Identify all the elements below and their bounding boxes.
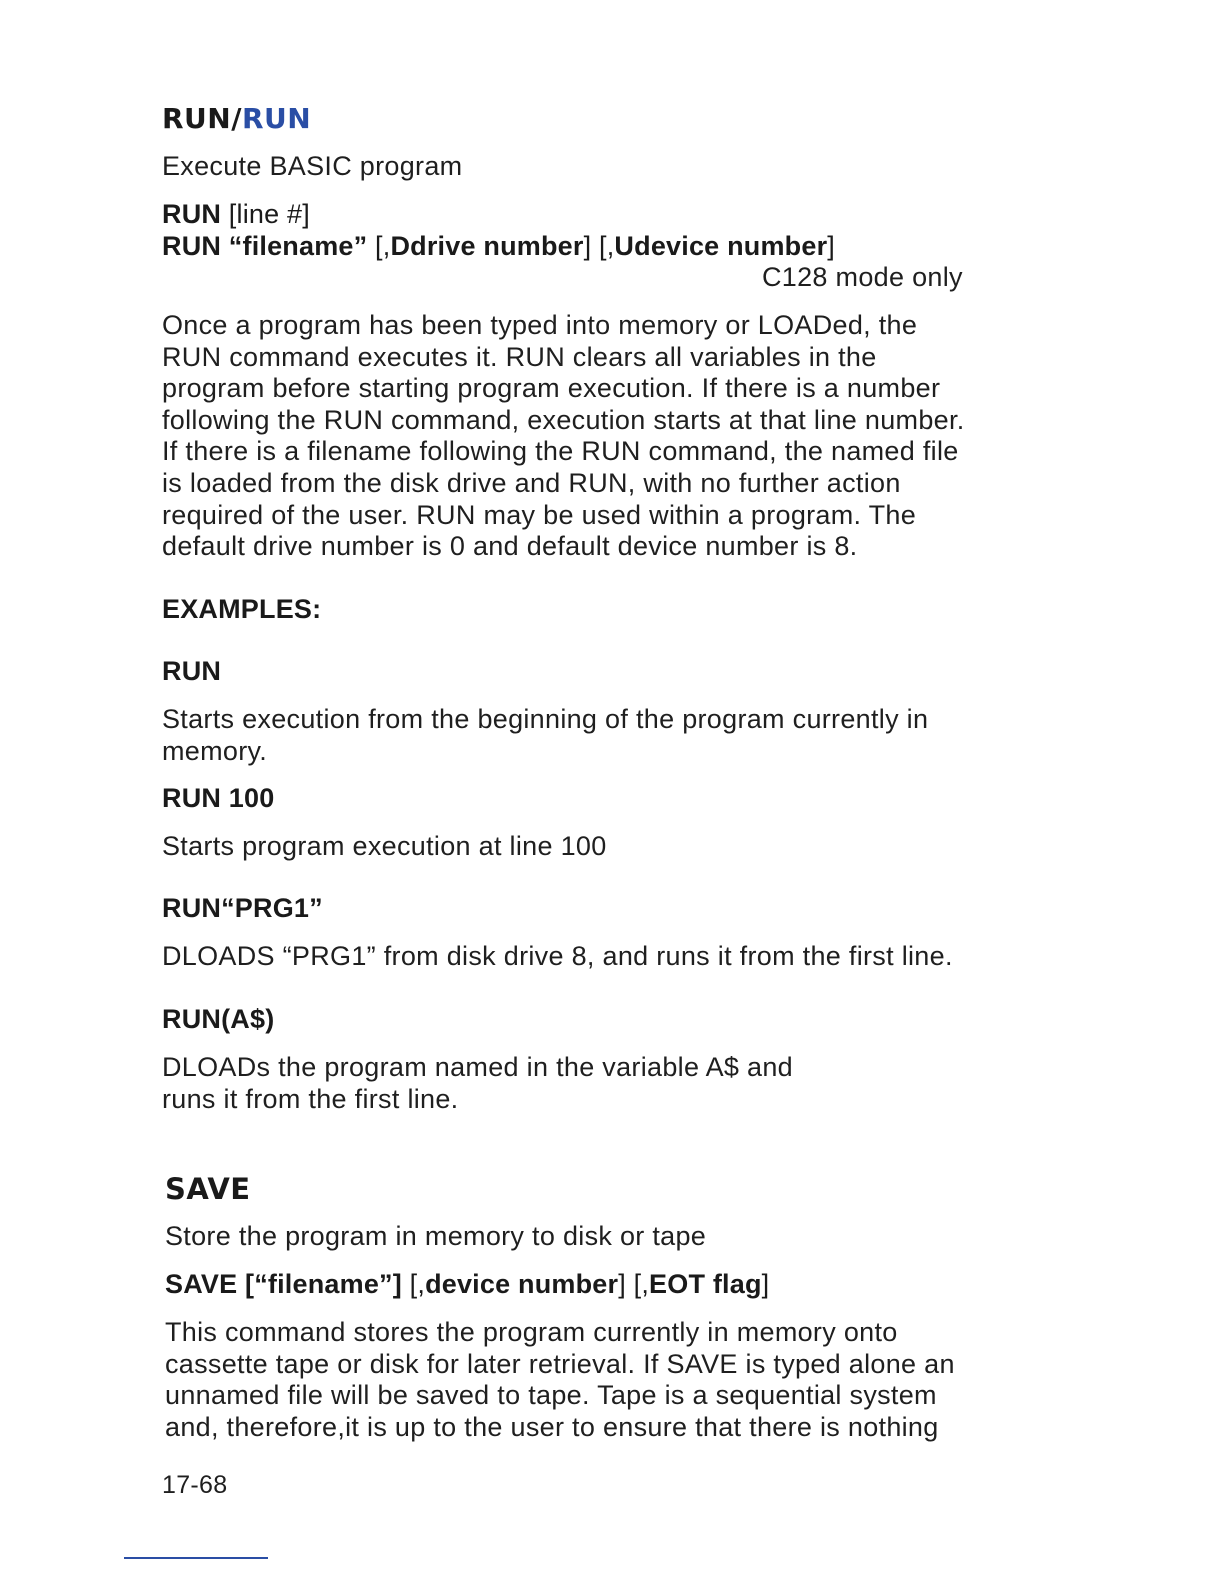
run-syntax-2-device: Udevice number xyxy=(614,231,828,261)
run-heading xyxy=(162,102,311,135)
paragraph-line: unnamed file will be saved to tape. Tape is a sequential system xyxy=(165,1380,937,1411)
paragraph-line: required of the user. RUN may be used within a program. The xyxy=(162,499,917,530)
run-syntax-1 xyxy=(162,199,310,230)
save-syntax xyxy=(165,1269,769,1300)
save-syntax-bracket: ] [, xyxy=(618,1269,650,1299)
paragraph-line: is loaded from the disk drive and RUN, with no further action xyxy=(162,467,901,498)
save-syntax-device: device number xyxy=(425,1269,619,1299)
paragraph-line: cassette tape or disk for later retrieval. If SAVE is typed alone an xyxy=(165,1348,955,1379)
paragraph-line: memory. xyxy=(162,735,268,766)
run-syntax-2-keyword: RUN “filename” xyxy=(162,231,368,261)
run-heading-c64: RUN/ xyxy=(162,102,242,135)
save-syntax-bracket: [, xyxy=(401,1269,426,1299)
paragraph-line: following the RUN command, execution starts at that line number. xyxy=(162,404,965,435)
paragraph-line: and, therefore,it is up to the user to ensure that there is nothing xyxy=(165,1411,939,1442)
save-subtitle: Store the program in memory to disk or tape xyxy=(165,1221,707,1251)
example-description xyxy=(162,941,953,973)
paragraph-line: RUN command executes it. RUN clears all variables in the xyxy=(162,341,877,372)
run-subtitle: Execute BASIC program xyxy=(162,151,463,181)
paragraph-line: DLOADS “PRG1” from disk drive 8, and runs it from the first line. xyxy=(162,941,953,971)
run-syntax-2-bracket: [, xyxy=(367,231,391,261)
example-code: RUN(A$) xyxy=(162,1004,275,1034)
example-description xyxy=(162,831,607,863)
run-syntax-2-bracket: ] [, xyxy=(583,231,615,261)
footer-rule xyxy=(124,1557,268,1559)
save-syntax-eot: EOT flag xyxy=(649,1269,762,1299)
paragraph-line: DLOADs the program named in the variable A$ and xyxy=(162,1052,793,1082)
page-number: 17-68 xyxy=(162,1471,228,1499)
example-code: RUN“PRG1” xyxy=(162,893,323,923)
examples-heading: EXAMPLES: xyxy=(162,594,322,624)
run-syntax-1-keyword: RUN xyxy=(162,199,222,229)
save-syntax-keyword: SAVE [“filename”] xyxy=(165,1269,402,1299)
paragraph-line: runs it from the first line. xyxy=(162,1083,459,1114)
example-description xyxy=(162,1052,793,1115)
example-code: RUN 100 xyxy=(162,783,275,813)
example-code: RUN xyxy=(162,656,222,686)
paragraph-line: Once a program has been typed into memory or LOADed, the xyxy=(162,310,918,340)
run-syntax-2 xyxy=(162,231,835,262)
save-heading: SAVE xyxy=(165,1172,251,1206)
paragraph-line: This command stores the program currently in memory onto xyxy=(165,1317,898,1347)
example-description xyxy=(162,704,928,767)
run-mode-note: C128 mode only xyxy=(762,262,963,292)
run-syntax-2-bracket: ] xyxy=(827,231,835,261)
run-heading-c128: RUN xyxy=(241,102,312,135)
run-syntax-2-drive: Ddrive number xyxy=(390,231,584,261)
save-description xyxy=(165,1317,955,1443)
paragraph-line: default drive number is 0 and default device number is 8. xyxy=(162,531,858,562)
run-description xyxy=(162,310,965,563)
run-syntax-1-args: [line #] xyxy=(221,199,310,229)
paragraph-line: If there is a filename following the RUN command, the named file xyxy=(162,436,959,467)
save-syntax-bracket: ] xyxy=(761,1269,770,1299)
paragraph-line: program before starting program execution. If there is a number xyxy=(162,373,941,404)
paragraph-line: Starts program execution at line 100 xyxy=(162,831,607,861)
paragraph-line: Starts execution from the beginning of the program currently in xyxy=(162,704,929,734)
